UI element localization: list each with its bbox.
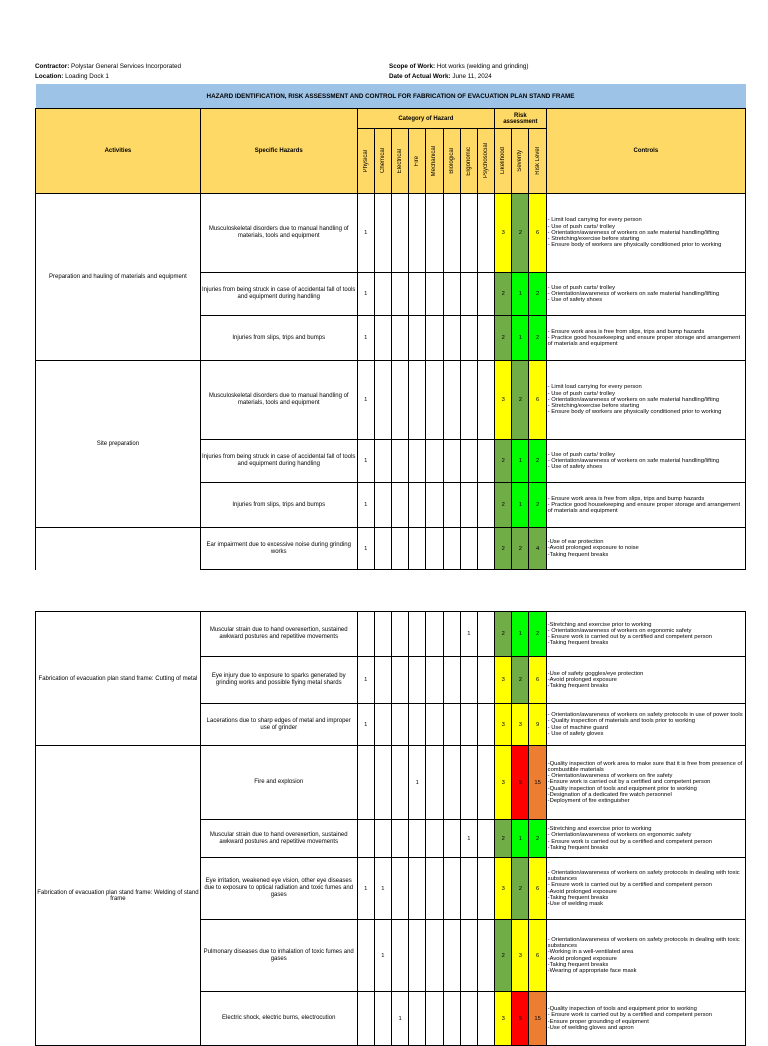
category-cell (409, 858, 426, 920)
category-cell (443, 273, 460, 316)
category-cell (426, 528, 443, 570)
category-cell (477, 612, 494, 657)
category-cell (426, 704, 443, 746)
activities-header: Activities (36, 109, 201, 194)
category-chemical: Chemical (379, 148, 386, 174)
category-cell (409, 528, 426, 570)
activity-cell: Fabrication of evacuation plan stand frame: Welding of stand frame (36, 746, 201, 1046)
controls-cell: -Use of ear protection -Avoid prolonged exposure to noise -Taking frequent breaks (546, 528, 745, 570)
category-cell (391, 440, 408, 483)
category-cell (409, 657, 426, 704)
category-cell (391, 483, 408, 528)
likelihood-cell: 3 (495, 992, 512, 1046)
category-cell (426, 612, 443, 657)
category-cell (443, 992, 460, 1046)
category-cell: 1 (460, 612, 477, 657)
category-cell (374, 820, 391, 858)
category-cell (357, 612, 374, 657)
category-cell (374, 992, 391, 1046)
severity-cell: 1 (512, 483, 529, 528)
likelihood-cell: 2 (495, 920, 512, 992)
category-cell (374, 483, 391, 528)
category-cell (409, 483, 426, 528)
risk-level-cell: 15 (529, 992, 546, 1046)
category-cell (426, 858, 443, 920)
category-cell (443, 440, 460, 483)
category-cell: 1 (357, 361, 374, 440)
risk-level-cell: 6 (529, 361, 546, 440)
category-cell (426, 657, 443, 704)
category-cell (391, 704, 408, 746)
category-cell (477, 483, 494, 528)
category-cell (443, 483, 460, 528)
controls-cell: - Orientation/awareness of workers on safety protocols in use of power tools - Quality inspection of materials and tools prior to working - Use of machine guard - Use of safety gloves (546, 704, 745, 746)
risk-likelihood: Likelihood (500, 147, 507, 175)
category-cell (374, 361, 391, 440)
category-cell (477, 194, 494, 273)
category-biological: Biological (448, 148, 455, 174)
category-cell: 1 (374, 920, 391, 992)
category-cell (374, 657, 391, 704)
category-cell (460, 858, 477, 920)
contractor-info: Contractor: Polystar General Services Incorporated (35, 63, 181, 70)
hazard-cell: Muscular strain due to hand overexertion, sustained awkward postures and repetitive movements (200, 612, 357, 657)
risk-level-cell: 6 (529, 657, 546, 704)
severity-cell: 2 (512, 361, 529, 440)
table-row (36, 194, 746, 273)
category-cell: 1 (357, 528, 374, 570)
severity-cell: 5 (512, 746, 529, 820)
category-cell (443, 920, 460, 992)
category-cell: 1 (409, 746, 426, 820)
category-cell (409, 316, 426, 361)
category-cell (443, 612, 460, 657)
category-cell (477, 657, 494, 704)
risk-level-cell: 9 (529, 704, 546, 746)
likelihood-cell: 3 (495, 858, 512, 920)
severity-cell: 2 (512, 528, 529, 570)
category-cell (443, 858, 460, 920)
category-cell (426, 194, 443, 273)
category-cell (460, 746, 477, 820)
hazard-cell: Musculoskeletal disorders due to manual handling of materials, tools and equipment (200, 361, 357, 440)
likelihood-cell: 3 (495, 361, 512, 440)
category-cell (460, 194, 477, 273)
severity-cell: 1 (512, 273, 529, 316)
hazard-cell: Injuries from being struck in case of accidental fall of tools and equipment during handling (200, 440, 357, 483)
category-cell: 1 (374, 858, 391, 920)
category-cell (357, 920, 374, 992)
hazard-cell: Muscular strain due to hand overexertion, sustained awkward postures and repetitive movements (200, 820, 357, 858)
controls-cell: -Stretching and exercise prior to working - Orientation/awareness of workers on ergonomic safety - Ensure work is carried out by a certified and competent person -Taking frequent breaks (546, 820, 745, 858)
controls-cell: - Orientation/awareness of workers on safety protocols in dealing with toxic substances -Working in a well-ventilated area -Avoid prolonged exposure -Taking frequent breaks -Wearing of appropriate face mask (546, 920, 745, 992)
category-cell (374, 528, 391, 570)
category-cell (409, 820, 426, 858)
category-cell (391, 858, 408, 920)
controls-cell: -Quality inspection of tools and equipment prior to working - Ensure work is carried out by a certified and competent person -Ensure proper grounding of equipment -Use of welding gloves and apron (546, 992, 745, 1046)
controls-cell: - Ensure work area is free from slips, trips and bump hazards - Practice good housekeeping and ensure proper storage and arrangement of materials and equipment (546, 483, 745, 528)
category-cell (374, 746, 391, 820)
severity-cell: 1 (512, 612, 529, 657)
category-cell: 1 (357, 440, 374, 483)
severity-cell: 1 (512, 820, 529, 858)
category-cell (426, 920, 443, 992)
category-cell (443, 361, 460, 440)
controls-cell: -Quality inspection of work area to make sure that it is free from presence of combustible materials - Orientation/awareness of workers on fire safety -Ensure work is carried out by a certified and competent person -Quality inspection of tools and equipment prior to working -Designation of a dedicated fire watch personnel -Deployment of fire extinguisher (546, 746, 745, 820)
category-cell (374, 194, 391, 273)
category-cell (357, 746, 374, 820)
category-cell (443, 657, 460, 704)
category-cell (443, 316, 460, 361)
category-cell (426, 273, 443, 316)
category-cell (426, 746, 443, 820)
severity-cell: 1 (512, 316, 529, 361)
category-cell (443, 820, 460, 858)
category-cell (443, 194, 460, 273)
category-cell (477, 528, 494, 570)
controls-cell: -Stretching and exercise prior to working - Orientation/awareness of workers on ergonomic safety - Ensure work is carried out by a certified and competent person -Taking frequent breaks (546, 612, 745, 657)
category-cell (374, 612, 391, 657)
table-row (36, 746, 746, 820)
category-cell (426, 316, 443, 361)
category-cell (391, 194, 408, 273)
category-cell (391, 528, 408, 570)
risk-level-cell: 4 (529, 528, 546, 570)
controls-cell: - Use of push carts/ trolley - Orientation/awareness of workers on safe material handling/lifting - Use of safety shoes (546, 273, 745, 316)
category-fire: Fire (414, 155, 421, 167)
severity-cell: 5 (512, 992, 529, 1046)
risk-level-cell: 2 (529, 316, 546, 361)
category-cell (357, 992, 374, 1046)
category-cell (391, 361, 408, 440)
category-cell (409, 194, 426, 273)
category-cell: 1 (357, 483, 374, 528)
risk-level-cell: 2 (529, 820, 546, 858)
likelihood-cell: 3 (495, 704, 512, 746)
category-cell (460, 657, 477, 704)
category-mechanical: Mechanical (431, 145, 438, 177)
category-cell (426, 440, 443, 483)
activity-cell: Site preparation (36, 361, 201, 528)
hazard-cell: Injuries from slips, trips and bumps (200, 316, 357, 361)
risk-level-cell: 15 (529, 746, 546, 820)
category-cell (374, 273, 391, 316)
category-header: Category of Hazard (357, 109, 495, 129)
category-cell (477, 746, 494, 820)
category-cell (391, 746, 408, 820)
severity-cell: 2 (512, 194, 529, 273)
hazard-cell: Pulmonary diseases due to inhalation of toxic fumes and gases (200, 920, 357, 992)
category-cell: 1 (357, 704, 374, 746)
category-electrical: Electrical (397, 148, 404, 174)
category-cell: 1 (357, 316, 374, 361)
category-cell (391, 316, 408, 361)
risk-level-cell: 6 (529, 194, 546, 273)
category-cell (374, 316, 391, 361)
controls-cell: - Limit load carrying for every person - Use of push carts/ trolley - Orientation/awareness of workers on safe material handling/lifting - Stretching/exercise before starting - Ensure body of workers are physically conditioned prior to working (546, 361, 745, 440)
category-cell: 1 (357, 657, 374, 704)
controls-cell: -Use of safety goggles/eye protection -Avoid prolonged exposure -Taking frequent breaks (546, 657, 745, 704)
likelihood-cell: 2 (495, 273, 512, 316)
category-cell (409, 612, 426, 657)
category-cell (426, 483, 443, 528)
category-cell (477, 858, 494, 920)
category-cell (391, 657, 408, 704)
category-cell (477, 361, 494, 440)
likelihood-cell: 2 (495, 612, 512, 657)
category-cell (460, 361, 477, 440)
category-cell (357, 820, 374, 858)
category-cell (443, 528, 460, 570)
controls-cell: - Use of push carts/ trolley - Orientation/awareness of workers on safe material handling/lifting - Use of safety shoes (546, 440, 745, 483)
category-cell (409, 273, 426, 316)
risk-level-cell: 6 (529, 920, 546, 992)
risk-level-cell: 2 (529, 483, 546, 528)
category-cell (443, 704, 460, 746)
category-cell (391, 273, 408, 316)
category-cell (460, 273, 477, 316)
risk-level-cell: 2 (529, 440, 546, 483)
category-cell (409, 361, 426, 440)
location-info: Location: Loading Dock 1 (35, 73, 109, 80)
category-cell (460, 992, 477, 1046)
risk-level-cell: 2 (529, 273, 546, 316)
activity-cell: Preparation and hauling of materials and equipment (36, 194, 201, 361)
category-cell (391, 820, 408, 858)
hazard-cell: Injuries from slips, trips and bumps (200, 483, 357, 528)
likelihood-cell: 2 (495, 316, 512, 361)
category-cell (477, 920, 494, 992)
table-row (36, 361, 746, 440)
controls-cell: - Ensure work area is free from slips, trips and bump hazards - Practice good housekeeping and ensure proper storage and arrangement of materials and equipment (546, 316, 745, 361)
category-cell (477, 273, 494, 316)
severity-cell: 1 (512, 440, 529, 483)
hazard-cell: Electric shock, electric burns, electrocution (200, 992, 357, 1046)
hazard-table-page-1 (35, 84, 746, 570)
category-cell (409, 992, 426, 1046)
likelihood-cell: 2 (495, 820, 512, 858)
severity-cell: 3 (512, 920, 529, 992)
hazard-cell: Fire and explosion (200, 746, 357, 820)
category-cell (409, 920, 426, 992)
category-cell (460, 528, 477, 570)
hazard-table-page-2 (35, 611, 746, 1046)
category-psychosocial: Psychosocial (483, 143, 490, 179)
category-cell (409, 440, 426, 483)
hazard-cell: Eye irritation, weakened eye vision, other eye diseases due to exposure to optical radiation and toxic fumes and gases (200, 858, 357, 920)
activity-cell-empty (36, 528, 201, 570)
category-cell (477, 440, 494, 483)
category-cell (477, 316, 494, 361)
risk-level: Risk Level (534, 147, 541, 175)
category-cell (426, 820, 443, 858)
hazard-cell: Eye injury due to exposure to sparks generated by grinding works and possible flying metal shards (200, 657, 357, 704)
risk-level-cell: 6 (529, 858, 546, 920)
table-row (36, 612, 746, 657)
category-cell (460, 920, 477, 992)
category-cell (477, 704, 494, 746)
likelihood-cell: 2 (495, 483, 512, 528)
category-cell (477, 820, 494, 858)
table-row (36, 528, 746, 570)
controls-cell: - Limit load carrying for every person - Use of push carts/ trolley - Orientation/awareness of workers on safe material handling/lifting - Stretching/exercise before starting - Ensure body of workers are physically conditioned prior to working (546, 194, 745, 273)
category-ergonomic: Ergonomic (465, 146, 472, 176)
likelihood-cell: 2 (495, 528, 512, 570)
category-cell (391, 612, 408, 657)
category-cell (460, 483, 477, 528)
category-cell (374, 440, 391, 483)
category-cell (443, 746, 460, 820)
category-cell (374, 704, 391, 746)
controls-header: Controls (546, 109, 745, 194)
risk-severity: Severity (517, 150, 524, 172)
category-physical: Physical (362, 149, 369, 173)
category-cell (460, 316, 477, 361)
category-cell: 1 (460, 820, 477, 858)
page-title: HAZARD IDENTIFICATION, RISK ASSESSMENT AND CONTROL FOR FABRICATION OF EVACUATION PLAN STAND FRAME (36, 84, 746, 109)
likelihood-cell: 3 (495, 194, 512, 273)
category-cell (426, 992, 443, 1046)
controls-cell: - Orientation/awareness of workers on safety protocols in dealing with toxic substances - Ensure work is carried out by a certified and competent person -Avoid prolonged exposure -Taking frequent breaks -Use of welding mask (546, 858, 745, 920)
hazards-header: Specific Hazards (200, 109, 357, 194)
category-cell: 1 (391, 992, 408, 1046)
date-info: Date of Actual Work: June 11, 2024 (389, 73, 492, 80)
category-cell: 1 (357, 194, 374, 273)
category-cell (477, 992, 494, 1046)
severity-cell: 2 (512, 858, 529, 920)
hazard-cell: Injuries from being struck in case of accidental fall of tools and equipment during handling (200, 273, 357, 316)
category-cell (426, 361, 443, 440)
activity-cell: Fabrication of evacuation plan stand frame: Cutting of metal (36, 612, 201, 746)
category-cell (391, 920, 408, 992)
risk-level-cell: 2 (529, 612, 546, 657)
category-cell: 1 (357, 273, 374, 316)
category-cell (409, 704, 426, 746)
category-cell: 1 (357, 858, 374, 920)
likelihood-cell: 3 (495, 746, 512, 820)
risk-header: Risk assessment (495, 109, 547, 129)
category-cell (460, 704, 477, 746)
hazard-cell: Lacerations due to sharp edges of metal and improper use of grinder (200, 704, 357, 746)
likelihood-cell: 3 (495, 657, 512, 704)
hazard-cell: Ear impairment due to excessive noise during grinding works (200, 528, 357, 570)
severity-cell: 3 (512, 704, 529, 746)
likelihood-cell: 2 (495, 440, 512, 483)
severity-cell: 2 (512, 657, 529, 704)
category-cell (460, 440, 477, 483)
hazard-cell: Musculoskeletal disorders due to manual handling of materials, tools and equipment (200, 194, 357, 273)
scope-info: Scope of Work: Hot works (welding and grinding) (389, 63, 529, 70)
